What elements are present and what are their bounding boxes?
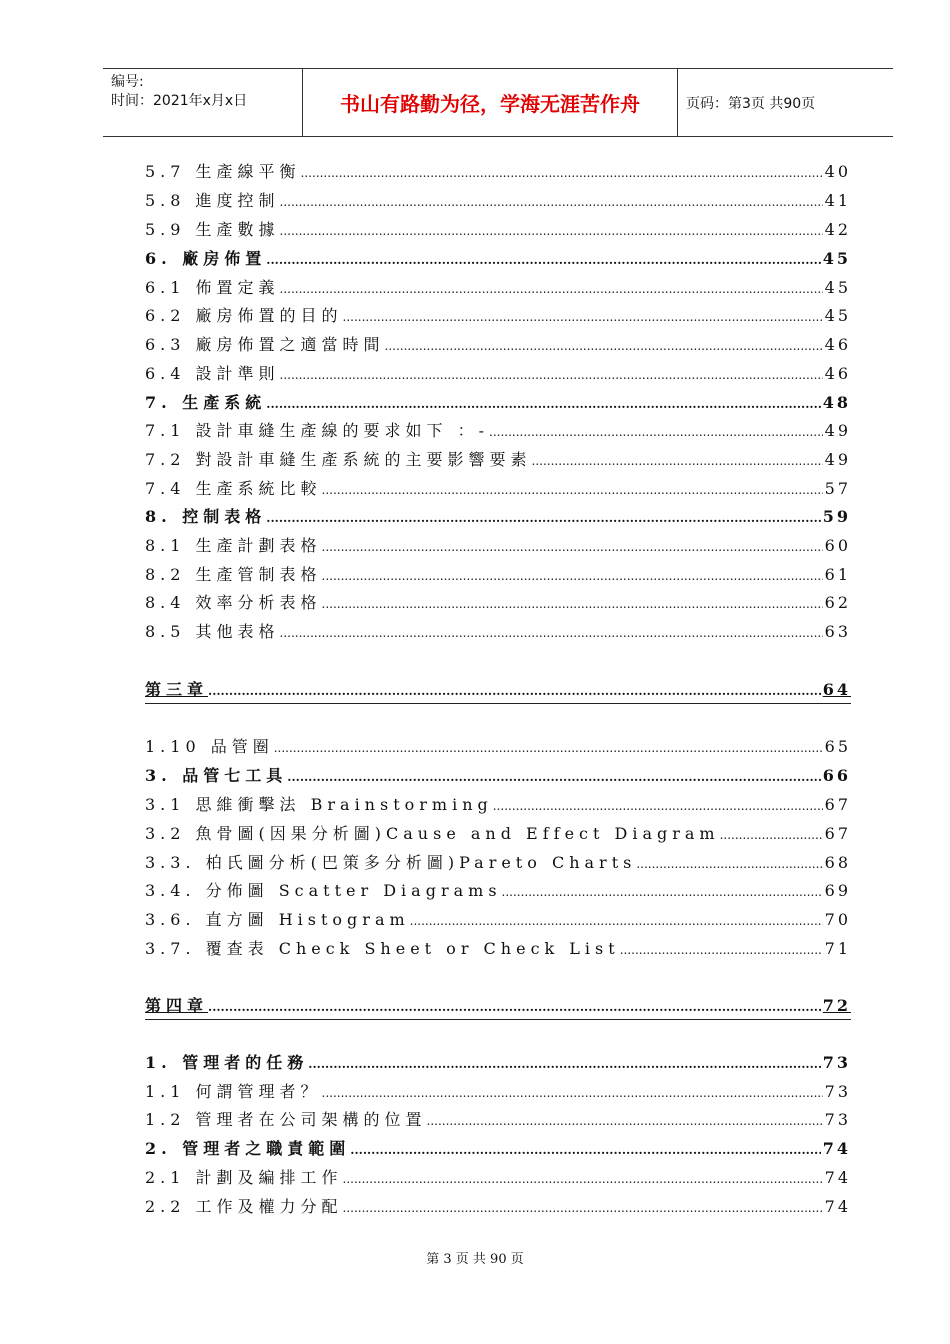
toc-entry[interactable] bbox=[145, 734, 851, 760]
dot-leader bbox=[636, 857, 822, 871]
dot-leader bbox=[274, 741, 823, 755]
toc-entry-page: 49 bbox=[824, 450, 851, 469]
header-page-info: 页码：第3页 共90页 bbox=[686, 95, 816, 112]
dot-leader bbox=[410, 914, 823, 928]
toc-entry[interactable] bbox=[145, 850, 851, 876]
dot-leader bbox=[280, 195, 823, 209]
toc-chapter-entry[interactable] bbox=[145, 993, 851, 1020]
toc-entry-page: 60 bbox=[824, 536, 851, 555]
toc-entry-label: 7. 生產系統 bbox=[145, 393, 267, 412]
toc-entry[interactable] bbox=[145, 217, 851, 243]
dot-leader bbox=[322, 1086, 823, 1100]
toc-entry-label: 1.1 何謂管理者？ bbox=[145, 1082, 322, 1101]
dot-leader bbox=[322, 540, 823, 554]
toc-entry-page: 65 bbox=[824, 737, 851, 756]
dot-leader bbox=[280, 626, 823, 640]
toc-entry-label: 2.2 工作及權力分配 bbox=[145, 1197, 343, 1216]
toc-entry-label: 7.4 生產系統比較 bbox=[145, 479, 322, 498]
toc-entry-page: 64 bbox=[822, 680, 851, 699]
toc-entry[interactable] bbox=[145, 763, 851, 789]
toc-entry-page: 62 bbox=[824, 593, 851, 612]
toc-entry[interactable] bbox=[145, 936, 851, 962]
dot-leader bbox=[208, 684, 821, 698]
toc-entry-page: 74 bbox=[824, 1168, 851, 1187]
toc-entry-label: 8.2 生產管制表格 bbox=[145, 565, 322, 584]
toc-entry-page: 45 bbox=[824, 278, 851, 297]
toc-entry-label: 6.2 廠房佈置的目的 bbox=[145, 306, 343, 325]
toc-entry-label: 5.9 生產數據 bbox=[145, 220, 280, 239]
dot-leader bbox=[343, 1201, 823, 1215]
toc-entry[interactable] bbox=[145, 821, 851, 847]
dot-leader bbox=[502, 885, 823, 899]
number-label: 编号: bbox=[111, 74, 144, 90]
dot-leader bbox=[280, 368, 823, 382]
dot-leader bbox=[266, 511, 820, 525]
toc-entry[interactable] bbox=[145, 159, 851, 185]
toc-entry-page: 41 bbox=[824, 191, 851, 210]
toc-entry[interactable] bbox=[145, 447, 851, 473]
toc-entry-label: 第四章 bbox=[145, 996, 209, 1015]
toc-entry-page: 61 bbox=[824, 565, 851, 584]
toc-entry[interactable] bbox=[145, 907, 851, 933]
toc-entry-label: 6.4 設計準則 bbox=[145, 364, 280, 383]
toc-entry[interactable] bbox=[145, 1107, 851, 1133]
header-meta-cell bbox=[103, 69, 303, 136]
page-footer: 第 3 页 共 90 页 bbox=[426, 1252, 524, 1267]
toc-entry[interactable] bbox=[145, 1136, 851, 1162]
toc-entry-label: 5.8 進度控制 bbox=[145, 191, 280, 210]
toc-entry-label: 1.2 管理者在公司架構的位置 bbox=[145, 1110, 427, 1129]
toc-entry-page: 74 bbox=[822, 1139, 851, 1158]
toc-entry-label: 3.1 思維衝擊法 Brainstorming bbox=[145, 795, 493, 814]
toc-entry[interactable] bbox=[145, 1079, 851, 1105]
toc-entry-page: 42 bbox=[824, 220, 851, 239]
toc-entry-page: 49 bbox=[824, 421, 851, 440]
toc-entry-page: 72 bbox=[822, 996, 851, 1015]
toc-entry-page: 40 bbox=[824, 162, 851, 181]
dot-leader bbox=[620, 943, 823, 957]
dot-leader bbox=[280, 224, 823, 238]
dot-leader bbox=[350, 1143, 820, 1157]
toc-entry[interactable] bbox=[145, 562, 851, 588]
toc-entry-page: 57 bbox=[824, 479, 851, 498]
dot-leader bbox=[266, 397, 820, 411]
dot-leader bbox=[280, 282, 823, 296]
toc-entry[interactable] bbox=[145, 590, 851, 616]
toc-entry[interactable] bbox=[145, 303, 851, 329]
toc-entry[interactable] bbox=[145, 390, 851, 416]
dot-leader bbox=[266, 253, 820, 267]
toc-entry[interactable] bbox=[145, 1165, 851, 1191]
dot-leader bbox=[489, 425, 823, 439]
dot-leader bbox=[385, 339, 823, 353]
toc-entry-label: 5.7 生產線平衡 bbox=[145, 162, 301, 181]
toc-entry-page: 45 bbox=[822, 249, 851, 268]
toc-entry-page: 63 bbox=[824, 622, 851, 641]
dot-leader bbox=[208, 1000, 821, 1014]
toc-entry-label: 8. 控制表格 bbox=[145, 507, 267, 526]
toc-entry-page: 73 bbox=[822, 1053, 851, 1072]
dot-leader bbox=[427, 1114, 823, 1128]
dot-leader bbox=[308, 1057, 820, 1071]
toc-entry[interactable] bbox=[145, 504, 851, 530]
toc-entry[interactable] bbox=[145, 361, 851, 387]
toc-entry[interactable] bbox=[145, 878, 851, 904]
dot-leader bbox=[532, 454, 823, 468]
toc-chapter-entry[interactable] bbox=[145, 677, 851, 704]
toc-entry[interactable] bbox=[145, 275, 851, 301]
toc-entry-page: 67 bbox=[824, 795, 851, 814]
toc-entry-page: 48 bbox=[822, 393, 851, 412]
toc-entry-label: 3.6. 直方圖 Histogram bbox=[145, 910, 410, 929]
dot-leader bbox=[720, 828, 823, 842]
header-motto: 书山有路勤为径，学海无涯苦作舟 bbox=[303, 69, 678, 136]
toc-entry-page: 71 bbox=[824, 939, 851, 958]
toc-entry-page: 73 bbox=[824, 1082, 851, 1101]
toc-entry-label: 8.4 效率分析表格 bbox=[145, 593, 322, 612]
toc-entry-page: 46 bbox=[824, 335, 851, 354]
toc-entry-label: 1.10 品管圈 bbox=[145, 737, 274, 756]
dot-leader bbox=[301, 166, 823, 180]
dot-leader bbox=[322, 597, 823, 611]
toc-entry[interactable] bbox=[145, 332, 851, 358]
dot-leader bbox=[343, 1172, 823, 1186]
toc-entry-label: 3.2 魚骨圖(因果分析圖)Cause and Effect Diagram bbox=[145, 824, 720, 843]
toc-entry-page: 68 bbox=[824, 853, 851, 872]
document-header bbox=[103, 68, 893, 137]
toc-entry-label: 3.3. 柏氏圖分析(巴策多分析圖)Pareto Charts bbox=[145, 853, 637, 872]
toc-entry-label: 3. 品管七工具 bbox=[145, 766, 288, 785]
time-label: 时间：2021年x月x日 bbox=[111, 93, 248, 109]
dot-leader bbox=[287, 770, 820, 784]
toc-entry-label: 3.4. 分佈圖 Scatter Diagrams bbox=[145, 881, 502, 900]
dot-leader bbox=[322, 483, 823, 497]
toc-entry[interactable] bbox=[145, 1050, 851, 1076]
toc-entry-page: 66 bbox=[822, 766, 851, 785]
toc-entry[interactable] bbox=[145, 476, 851, 502]
toc-entry-label: 7.2 對設計車縫生產系統的主要影響要素 bbox=[145, 450, 532, 469]
toc-entry[interactable] bbox=[145, 1194, 851, 1220]
toc-entry[interactable] bbox=[145, 418, 851, 444]
toc-entry-page: 69 bbox=[824, 881, 851, 900]
toc-entry-label: 8.5 其他表格 bbox=[145, 622, 280, 641]
dot-leader bbox=[322, 569, 823, 583]
toc-entry[interactable] bbox=[145, 792, 851, 818]
dot-leader bbox=[343, 310, 823, 324]
toc-entry-label: 3.7. 覆查表 Check Sheet or Check List bbox=[145, 939, 620, 958]
toc-entry-label: 第三章 bbox=[145, 680, 209, 699]
dot-leader bbox=[493, 799, 823, 813]
toc-entry-label: 2. 管理者之職責範圍 bbox=[145, 1139, 351, 1158]
toc-entry[interactable] bbox=[145, 188, 851, 214]
toc-entry[interactable] bbox=[145, 619, 851, 645]
toc-entry-label: 6. 廠房佈置 bbox=[145, 249, 267, 268]
toc-entry-page: 70 bbox=[824, 910, 851, 929]
toc-entry-label: 1. 管理者的任務 bbox=[145, 1053, 309, 1072]
toc-entry-page: 73 bbox=[824, 1110, 851, 1129]
toc-entry[interactable] bbox=[145, 533, 851, 559]
toc-entry-page: 45 bbox=[824, 306, 851, 325]
toc-entry-page: 46 bbox=[824, 364, 851, 383]
toc-entry-label: 6.1 佈置定義 bbox=[145, 278, 280, 297]
toc-entry-page: 67 bbox=[824, 824, 851, 843]
toc-entry-label: 7.1 設計車縫生產線的要求如下 ：- bbox=[145, 421, 490, 440]
toc-entry-page: 74 bbox=[824, 1197, 851, 1216]
toc-entry-label: 8.1 生產計劃表格 bbox=[145, 536, 322, 555]
toc-entry-label: 2.1 計劃及編排工作 bbox=[145, 1168, 343, 1187]
toc-entry-label: 6.3 廠房佈置之適當時間 bbox=[145, 335, 385, 354]
toc-entry-page: 59 bbox=[822, 507, 851, 526]
toc-entry[interactable] bbox=[145, 246, 851, 272]
